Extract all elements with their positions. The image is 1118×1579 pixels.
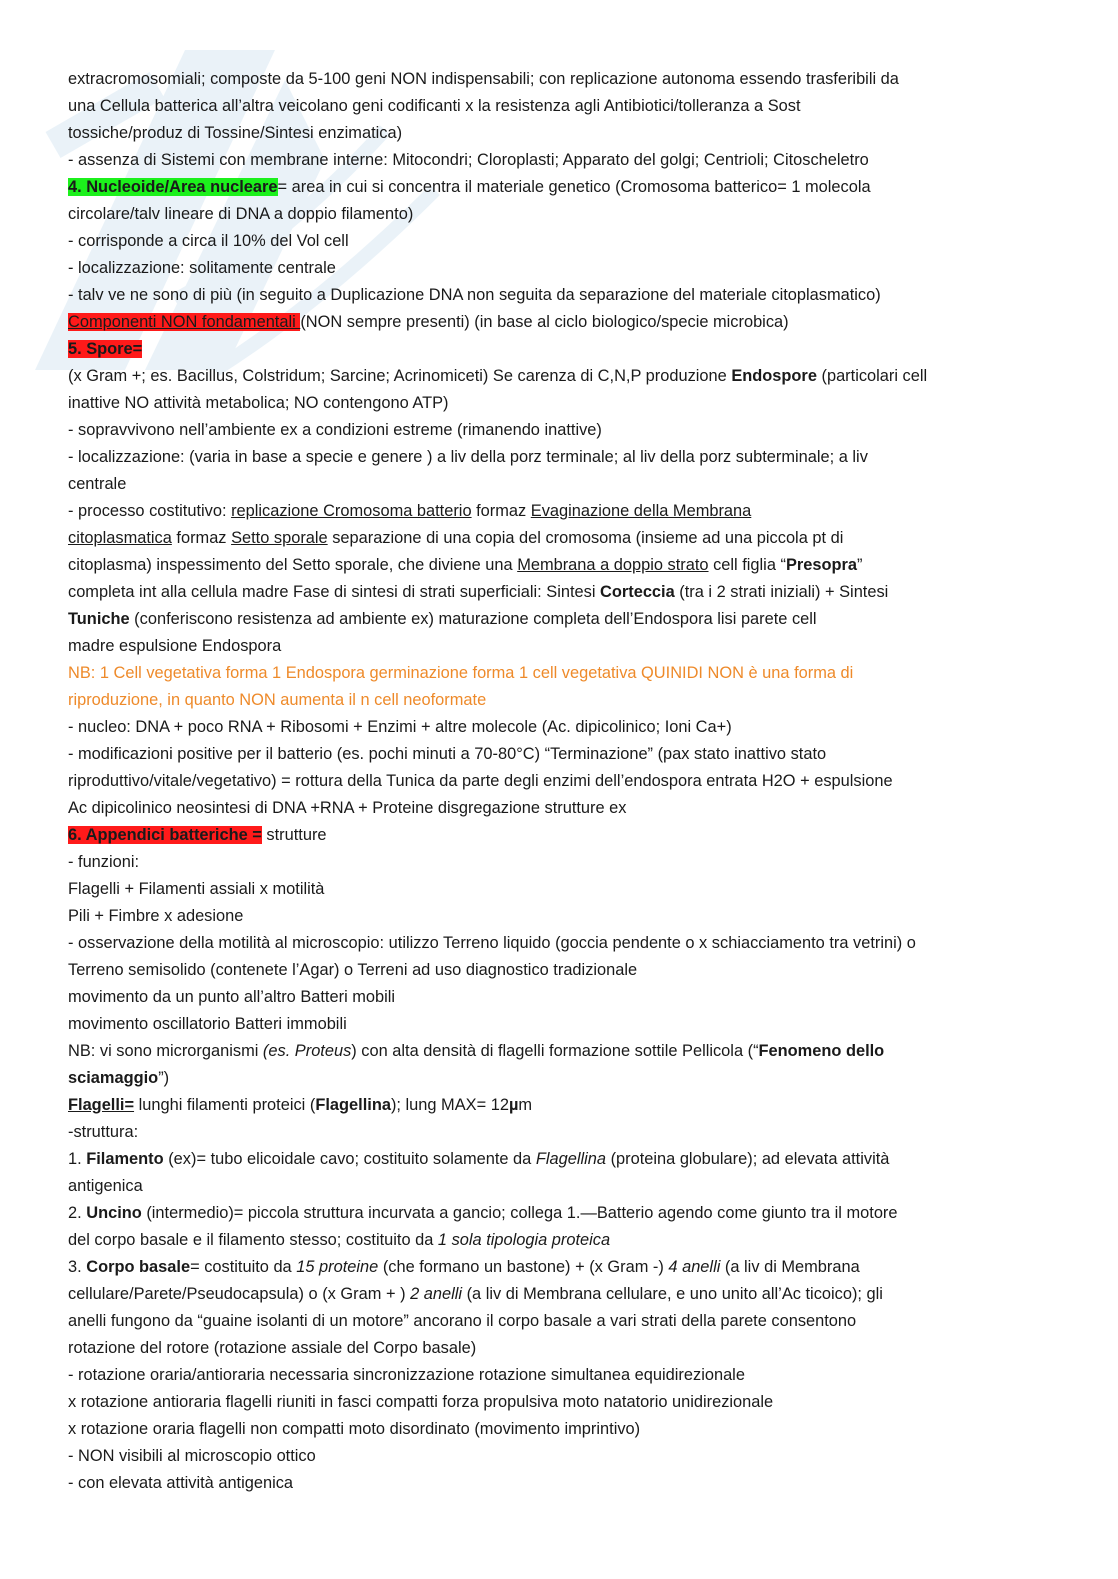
- text-segment: completa int alla cellula madre Fase di sintesi di strati superficiali: Sintesi: [68, 583, 601, 601]
- text-line: [68, 471, 1068, 498]
- text-segment: (NON sempre presenti) (in base al ciclo biologico/specie microbica): [300, 313, 789, 331]
- text-segment: (x Gram +; es. Bacillus, Colstridum; Sarcine; Acrinomiceti) Se carenza di C,N,P produzione: [68, 367, 732, 385]
- text-line: [68, 1443, 1068, 1470]
- text-segment: - con elevata attività antigenica: [68, 1474, 294, 1492]
- text-segment: Flagellina: [535, 1150, 607, 1168]
- text-segment: citoplasma) inspessimento del Setto sporale, che diviene una: [68, 556, 518, 574]
- text-line: [68, 849, 1068, 876]
- text-segment: Fenomeno dello: [758, 1042, 885, 1060]
- text-line: [68, 66, 1068, 93]
- text-segment: Ac dipicolinico neosintesi di DNA +RNA + Proteine disgregazione strutture ex: [68, 799, 627, 817]
- text-segment: ); lung MAX= 12: [390, 1096, 509, 1114]
- text-line: [68, 957, 1068, 984]
- text-segment: Flagellina: [315, 1096, 391, 1114]
- text-line: [68, 1281, 1068, 1308]
- text-line: [68, 309, 1068, 336]
- text-segment: rotazione del rotore (rotazione assiale del Corpo basale): [68, 1339, 477, 1357]
- text-segment: µ: [508, 1096, 519, 1114]
- text-segment: = area in cui si concentra il materiale genetico (Cromosoma batterico= 1 molecola: [277, 178, 871, 196]
- text-segment: x rotazione antioraria flagelli riuniti in fasci compatti forza propulsiva moto natatorio unidirezionale: [68, 1393, 774, 1411]
- text-line: [68, 1362, 1068, 1389]
- text-segment: Setto sporale: [231, 529, 328, 547]
- text-segment: Filamento: [86, 1150, 164, 1168]
- text-segment: Terreno semisolido (contenete l’Agar) o Terreni ad uso diagnostico tradizionale: [68, 961, 638, 979]
- text-line: [68, 660, 1068, 687]
- text-segment: Uncino: [86, 1204, 142, 1222]
- text-segment: (che formano un bastone) + (x Gram -): [378, 1258, 669, 1276]
- text-line: [68, 552, 1068, 579]
- text-segment: (particolari cell: [816, 367, 928, 385]
- text-segment: riproduzione, in quanto NON aumenta il n cell neoformate: [68, 691, 487, 709]
- text-line: [68, 363, 1068, 390]
- text-segment: NB: 1 Cell vegetativa forma 1 Endospora germinazione forma 1 cell vegetativa QUINIDI NON è una forma di: [68, 664, 854, 682]
- text-segment: sciamaggio: [68, 1069, 159, 1087]
- text-segment: = costituito da: [190, 1258, 297, 1276]
- text-line: [68, 1470, 1068, 1497]
- text-line: [68, 606, 1068, 633]
- text-segment: Flagelli + Filamenti assiali x motilità: [68, 880, 325, 898]
- text-line: [68, 1335, 1068, 1362]
- text-segment: 1.: [68, 1150, 87, 1168]
- text-segment: - sopravvivono nell’ambiente ex a condizioni estreme (rimanendo inattive): [68, 421, 602, 439]
- document-page: [68, 66, 1068, 1497]
- text-line: [68, 444, 1068, 471]
- text-line: [68, 579, 1068, 606]
- text-segment: circolare/talv lineare di DNA a doppio filamento): [68, 205, 414, 223]
- text-line: [68, 876, 1068, 903]
- text-segment: x rotazione oraria flagelli non compatti moto disordinato (movimento imprintivo): [68, 1420, 641, 1438]
- text-segment: 1 sola tipologia proteica: [437, 1231, 611, 1249]
- text-segment: riproduttivo/vitale/vegetativo) = rottura della Tunica da parte degli enzimi dell’endospora entrata H2O + espulsione: [68, 772, 893, 790]
- text-segment: - modificazioni positive per il batterio (es. pochi minuti a 70-80°C) “Terminazione” (pax stato inattivo stato: [68, 745, 827, 763]
- text-segment: Corpo basale: [86, 1258, 191, 1276]
- text-line: [68, 1173, 1068, 1200]
- text-segment: Corteccia: [600, 583, 675, 601]
- text-segment: - localizzazione: (varia in base a specie e genere ) a liv della porz terminale; al liv della porz subterminale; a liv: [68, 448, 868, 466]
- text-line: [68, 633, 1068, 660]
- text-line: [68, 1092, 1068, 1119]
- text-segment: ) con alta densità di flagelli formazione sottile Pellicola (“: [351, 1042, 759, 1060]
- text-line: [68, 741, 1068, 768]
- text-segment: antigenica: [68, 1177, 143, 1195]
- text-line: [68, 714, 1068, 741]
- text-segment: citoplasmatica: [68, 529, 172, 547]
- text-segment: (a liv di Membrana: [720, 1258, 860, 1276]
- text-segment: (proteina globulare); ad elevata attività: [606, 1150, 890, 1168]
- text-segment: 5. Spore=: [68, 340, 143, 358]
- text-segment: movimento oscillatorio Batteri immobili: [68, 1015, 347, 1033]
- text-line: [68, 201, 1068, 228]
- text-segment: Endospore: [731, 367, 817, 385]
- text-segment: - nucleo: DNA + poco RNA + Ribosomi + Enzimi + altre molecole (Ac. dipicolinico; Ioni Ca+): [68, 718, 732, 736]
- text-segment: (conferiscono resistenza ad ambiente ex) maturazione completa dell’Endospora lisi parete cell: [129, 610, 817, 628]
- text-segment: 15 proteine: [296, 1258, 379, 1276]
- text-segment: - funzioni:: [68, 853, 140, 871]
- text-line: [68, 1416, 1068, 1443]
- text-segment: Flagelli=: [68, 1096, 135, 1114]
- text-segment: ”): [158, 1069, 170, 1087]
- text-line: [68, 120, 1068, 147]
- text-line: [68, 1119, 1068, 1146]
- text-segment: Membrana a doppio strato: [517, 556, 709, 574]
- text-segment: una Cellula batterica all’altra veicolano geni codificanti x la resistenza agli Antibiotici/tolleranza a Sost: [68, 97, 801, 115]
- text-line: [68, 1038, 1068, 1065]
- text-segment: - rotazione oraria/antioraria necessaria sincronizzazione rotazione simultanea equidirezionale: [68, 1366, 745, 1384]
- text-segment: - NON visibili al microscopio ottico: [68, 1447, 316, 1465]
- text-segment: (intermedio)= piccola struttura incurvata a gancio; collega 1.—Batterio agendo come giunto tra il motore: [141, 1204, 898, 1222]
- text-line: [68, 984, 1068, 1011]
- text-line: [68, 1389, 1068, 1416]
- text-line: [68, 147, 1068, 174]
- text-segment: cell figlia “: [708, 556, 786, 574]
- text-segment: 6. Appendici batteriche =: [68, 826, 262, 844]
- text-line: [68, 822, 1068, 849]
- text-segment: 4. Nucleoide/Area nucleare: [68, 178, 278, 196]
- text-line: [68, 336, 1068, 363]
- text-line: [68, 1146, 1068, 1173]
- text-segment: Pili + Fimbre x adesione: [68, 907, 244, 925]
- text-segment: Presopra: [785, 556, 858, 574]
- text-line: [68, 768, 1068, 795]
- text-line: [68, 417, 1068, 444]
- text-segment: movimento da un punto all’altro Batteri mobili: [68, 988, 396, 1006]
- text-segment: madre espulsione Endospora: [68, 637, 282, 655]
- text-line: [68, 1254, 1068, 1281]
- text-segment: Tuniche: [68, 610, 130, 628]
- text-segment: (tra i 2 strati iniziali) + Sintesi: [674, 583, 889, 601]
- text-line: [68, 1308, 1068, 1335]
- text-segment: (ex)= tubo elicoidale cavo; costituito solamente da: [163, 1150, 536, 1168]
- text-segment: - talv ve ne sono di più (in seguito a Duplicazione DNA non seguita da separazione del materiale citoplasmatico): [68, 286, 881, 304]
- text-segment: -struttura:: [68, 1123, 139, 1141]
- text-segment: tossiche/produz di Tossine/Sintesi enzimatica): [68, 124, 403, 142]
- text-line: [68, 498, 1068, 525]
- text-segment: replicazione Cromosoma batterio: [231, 502, 472, 520]
- text-segment: 2 anelli: [410, 1285, 463, 1303]
- text-segment: - assenza di Sistemi con membrane interne: Mitocondri; Cloroplasti; Apparato del golgi; Centrioli; Citoscheletro: [68, 151, 869, 169]
- text-segment: cellulare/Parete/Pseudocapsula) o (x Gram + ): [68, 1285, 411, 1303]
- text-segment: (es. Proteus: [262, 1042, 352, 1060]
- text-segment: strutture: [261, 826, 327, 844]
- text-segment: 4 anelli: [668, 1258, 721, 1276]
- text-segment: separazione di una copia del cromosoma (insieme ad una piccola pt di: [327, 529, 844, 547]
- text-line: [68, 687, 1068, 714]
- text-line: [68, 228, 1068, 255]
- text-segment: lunghi filamenti proteici (: [134, 1096, 316, 1114]
- text-segment: 2.: [68, 1204, 87, 1222]
- text-line: [68, 1227, 1068, 1254]
- text-segment: (a liv di Membrana cellulare, e uno unito all’Ac ticoico); gli: [462, 1285, 883, 1303]
- text-line: [68, 525, 1068, 552]
- text-line: [68, 795, 1068, 822]
- text-segment: anelli fungono da “guaine isolanti di un motore” ancorano il corpo basale a vari strati della parete consentono: [68, 1312, 857, 1330]
- text-segment: - osservazione della motilità al microscopio: utilizzo Terreno liquido (goccia pendente o x schiacciamento tra vetrini) o: [68, 934, 916, 952]
- text-line: [68, 174, 1068, 201]
- text-segment: extracromosomiali; composte da 5-100 geni NON indispensabili; con replicazione autonoma essendo trasferibili da: [68, 70, 899, 88]
- text-segment: - corrisponde a circa il 10% del Vol cell: [68, 232, 349, 250]
- text-line: [68, 282, 1068, 309]
- text-segment: Componenti NON fondamentali: [68, 313, 301, 331]
- text-segment: NB: vi sono microrganismi: [68, 1042, 263, 1060]
- text-segment: m: [518, 1096, 533, 1114]
- text-line: [68, 1011, 1068, 1038]
- text-segment: formaz: [471, 502, 531, 520]
- text-segment: centrale: [68, 475, 127, 493]
- text-segment: inattive NO attività metabolica; NO contengono ATP): [68, 394, 449, 412]
- text-line: [68, 255, 1068, 282]
- text-segment: formaz: [171, 529, 232, 547]
- text-line: [68, 390, 1068, 417]
- text-line: [68, 93, 1068, 120]
- text-segment: del corpo basale e il filamento stesso; costituito da: [68, 1231, 438, 1249]
- text-segment: Evaginazione della Membrana: [530, 502, 752, 520]
- text-line: [68, 930, 1068, 957]
- text-segment: ”: [857, 556, 863, 574]
- text-segment: 3.: [68, 1258, 87, 1276]
- text-segment: - processo costitutivo:: [68, 502, 232, 520]
- text-line: [68, 1065, 1068, 1092]
- text-line: [68, 1200, 1068, 1227]
- text-line: [68, 903, 1068, 930]
- text-segment: - localizzazione: solitamente centrale: [68, 259, 336, 277]
